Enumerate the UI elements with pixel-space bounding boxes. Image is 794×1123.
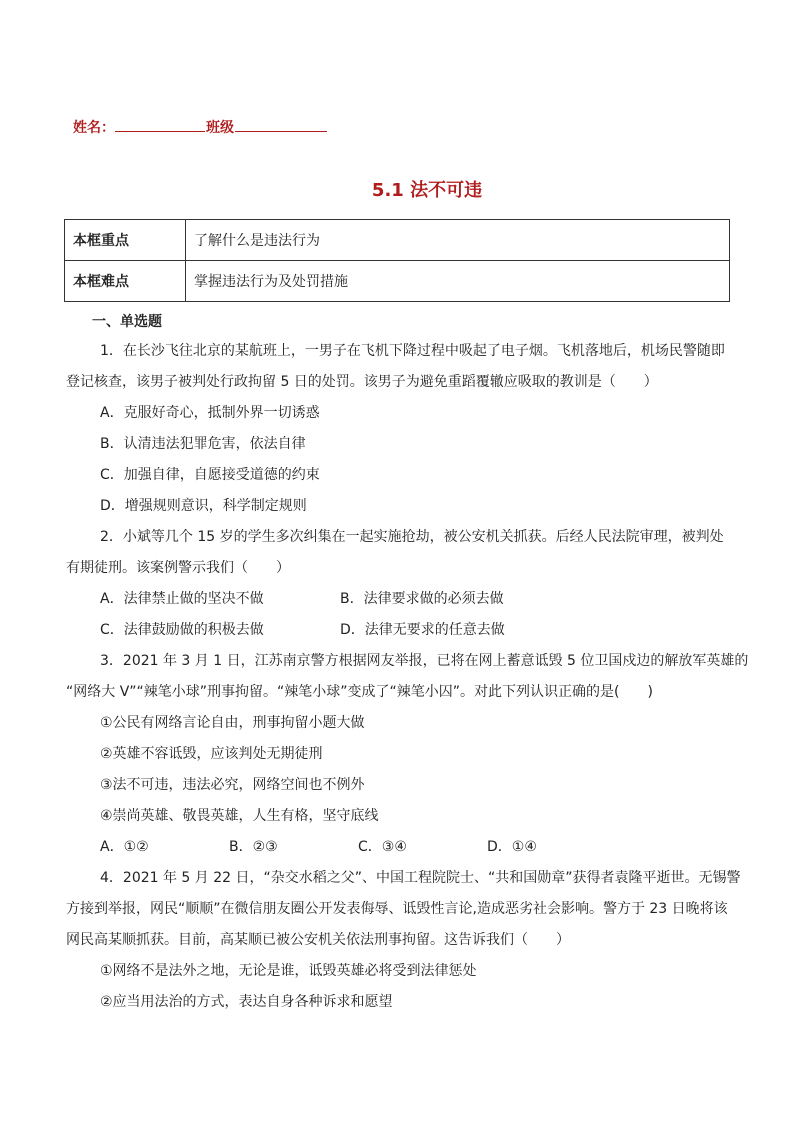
option[interactable]: A．①② bbox=[100, 839, 149, 855]
statement: ④崇尚英雄、敬畏英雄，人生有格，坚守底线 bbox=[100, 808, 379, 824]
statement: ①网络不是法外之地，无论是谁，诋毁英雄必将受到法律惩处 bbox=[100, 963, 477, 979]
option[interactable]: B．认清违法犯罪危害，依法自律 bbox=[100, 436, 306, 452]
question-1-stem: 1．在长沙飞往北京的某航班上，一男子在飞机下降过程中吸起了电子烟。飞机落地后，机场民警随即 bbox=[100, 343, 725, 359]
section-heading: 一、单选题 bbox=[92, 314, 162, 330]
option[interactable]: B．②③ bbox=[229, 839, 278, 855]
question-2-stem-cont: 有期徒刑。该案例警示我们（ ） bbox=[66, 560, 290, 576]
name-class-line bbox=[73, 117, 327, 137]
option[interactable]: D．①④ bbox=[487, 839, 537, 855]
focus-key: 本框难点 bbox=[65, 261, 186, 302]
question-3-stem: 3．2021 年 3 月 1 日，江苏南京警方根据网友举报，已将在网上蓄意诋毁 5 位卫国戍边的解放军英雄的 bbox=[100, 653, 749, 669]
question-4-stem-cont: 网民高某顺抓获。目前，高某顺已被公安机关依法刑事拘留。这告诉我们（ ） bbox=[66, 932, 570, 948]
option[interactable]: D．增强规则意识，科学制定规则 bbox=[100, 498, 307, 514]
question-list bbox=[66, 310, 749, 1018]
question-1-stem-cont: 登记核查，该男子被判处行政拘留 5 日的处罚。该男子为避免重蹈覆辙应吸取的教训是（ ） bbox=[66, 374, 658, 390]
question-4-stem-cont: 方接到举报，网民“顺顺”在微信朋友圈公开发表侮辱、诋毁性言论,造成恶劣社会影响。警方于 23 日晚将该 bbox=[66, 901, 728, 917]
focus-table bbox=[64, 219, 730, 302]
focus-value: 掌握违法行为及处罚措施 bbox=[186, 261, 730, 302]
statement: ①公民有网络言论自由，刑事拘留小题大做 bbox=[100, 715, 365, 731]
option[interactable]: B．法律要求做的必须去做 bbox=[340, 591, 504, 607]
option[interactable]: C．法律鼓励做的积极去做 bbox=[100, 622, 264, 638]
class-label: 班级 bbox=[206, 120, 234, 136]
options-row bbox=[100, 832, 720, 863]
options-row bbox=[100, 615, 720, 646]
option[interactable]: D．法律无要求的任意去做 bbox=[340, 622, 505, 638]
page-title: 5.1 法不可违 bbox=[371, 180, 483, 201]
table-row bbox=[65, 261, 730, 302]
question-4-stem: 4．2021 年 5 月 22 日，“杂交水稻之父”、中国工程院院士、“共和国勋章”获得者袁隆平逝世。无锡警 bbox=[100, 870, 741, 886]
statement: ②应当用法治的方式，表达自身各种诉求和愿望 bbox=[100, 994, 393, 1010]
option[interactable]: C．加强自律，自愿接受道德的约束 bbox=[100, 467, 320, 483]
options-row bbox=[100, 584, 720, 615]
question-3-stem-cont: “网络大 V”“辣笔小球”刑事拘留。“辣笔小球”变成了“辣笔小囚”。对此下列认识正确的是( ) bbox=[66, 684, 653, 700]
statement: ②英雄不容诋毁，应该判处无期徒刑 bbox=[100, 746, 323, 762]
option[interactable]: C．③④ bbox=[358, 839, 407, 855]
option[interactable]: A．法律禁止做的坚决不做 bbox=[100, 591, 264, 607]
question-2-stem: 2．小斌等几个 15 岁的学生多次纠集在一起实施抢劫，被公安机关抓获。后经人民法院审理，被判处 bbox=[100, 529, 724, 545]
name-label: 姓名： bbox=[73, 120, 115, 136]
table-row bbox=[65, 220, 730, 261]
focus-key: 本框重点 bbox=[65, 220, 186, 261]
class-blank[interactable] bbox=[235, 117, 327, 132]
statement: ③法不可违，违法必究，网络空间也不例外 bbox=[100, 777, 365, 793]
option[interactable]: A．克服好奇心，抵制外界一切诱惑 bbox=[100, 405, 320, 421]
name-blank[interactable] bbox=[115, 117, 205, 132]
focus-value: 了解什么是违法行为 bbox=[186, 220, 730, 261]
